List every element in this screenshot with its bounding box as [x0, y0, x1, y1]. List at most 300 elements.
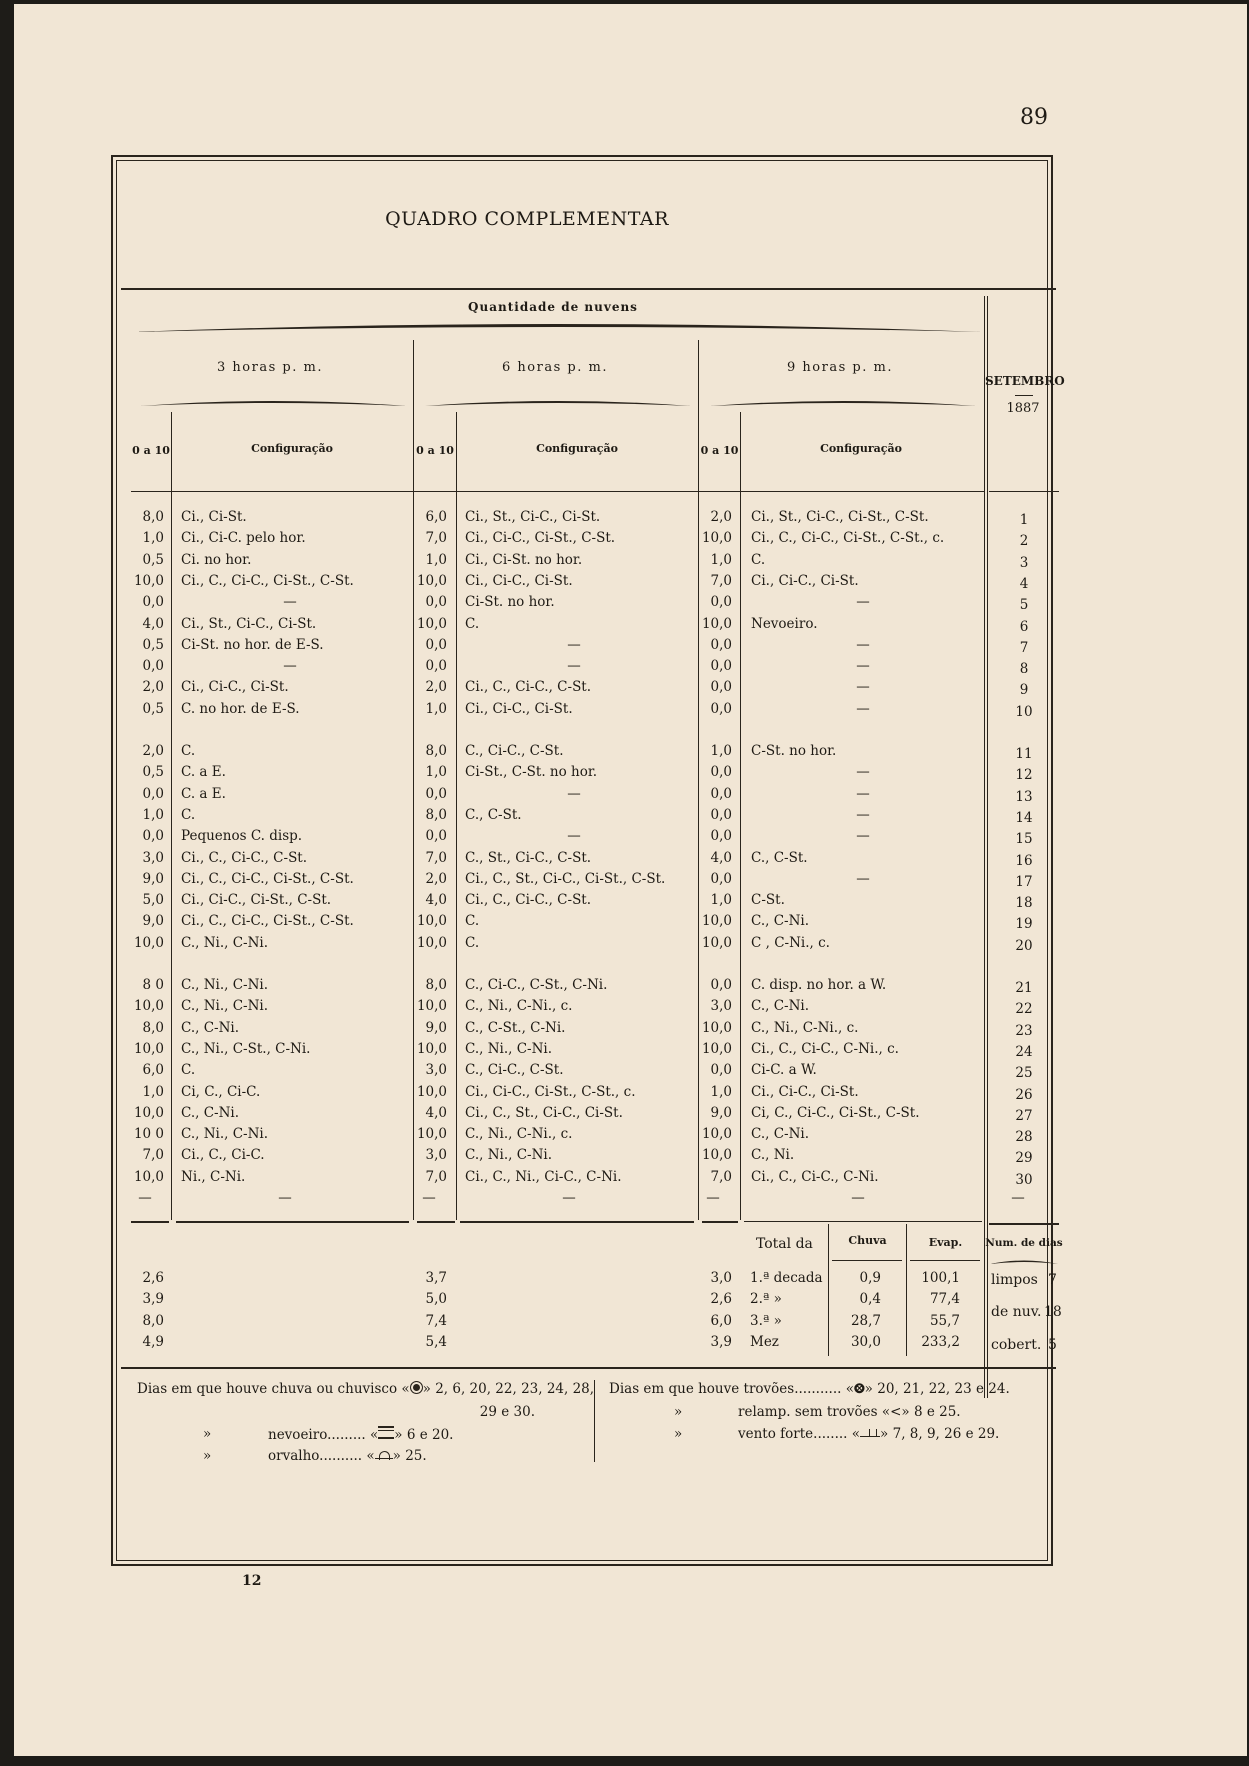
day-number: 13 [1015, 788, 1033, 805]
days-count-header: Num. de dias [985, 1237, 1063, 1249]
average-9pm: 3,9 [710, 1333, 732, 1350]
table-row [0, 764, 1249, 784]
cloud-config-3pm: Ci., Ci-C. pelo hor. [181, 530, 306, 547]
cloud-config-9pm: — [856, 870, 870, 887]
cloud-amount-9pm: 0,0 [710, 594, 732, 611]
table-row [0, 1084, 1249, 1104]
average-6pm: 3,7 [425, 1270, 447, 1286]
table-row [0, 828, 1249, 848]
day-number: 27 [1015, 1107, 1033, 1124]
cloud-config-9pm: — [856, 679, 870, 696]
period-swoosh-6pm [425, 398, 691, 408]
table-row [0, 1147, 1249, 1167]
cloud-config-3pm: Ci., C., Ci-C. [181, 1147, 265, 1164]
cloud-config-9pm: Ci., C., Ci-C., Ci-St., C-St., c. [751, 530, 945, 547]
page-number: 89 [1020, 105, 1048, 130]
cloud-config-9pm: C , C-Ni., c. [751, 934, 830, 951]
cloud-amount-6pm: 6,0 [425, 509, 447, 525]
footnote-orvalho: orvalho.......... « » 25. [268, 1448, 427, 1464]
days-cobert-value: 5 [1048, 1337, 1057, 1353]
cloud-config-6pm: C., Ci-C., C-St. [465, 1062, 564, 1079]
cloud-amount-9pm: 0,0 [710, 658, 732, 675]
footnote-trovoes: Dias em que houve trovões........... «⨷» 20, 21, 22, 23 e 24. [609, 1381, 1010, 1397]
cloud-config-6pm: — [567, 636, 581, 653]
cloud-amount-6pm: 1,0 [425, 764, 447, 781]
period-3pm: 3 horas p. m. [217, 360, 323, 375]
cloud-amount-9pm: 0,0 [710, 679, 732, 696]
cloud-amount-6pm: 9,0 [425, 1019, 447, 1036]
cloud-config-6pm: Ci., Ci-C., Ci-St., C-St., c. [465, 1083, 636, 1100]
totals-chuva-header: Chuva [848, 1234, 887, 1247]
cloud-amount-9pm: 7,0 [710, 1168, 732, 1185]
day-number: 5 [1019, 597, 1029, 614]
totals-chuva: 0,9 [859, 1270, 881, 1286]
rows-end-rule-a [131, 1221, 169, 1223]
table-row [0, 1041, 1249, 1061]
cloud-amount-3pm: 0,0 [142, 828, 164, 845]
cloud-amount-3pm: 1,0 [142, 530, 164, 547]
days-limpos-label: limpos [991, 1272, 1038, 1288]
table-row [0, 977, 1249, 997]
cloud-config-6pm: C., Ni., C-Ni. [465, 1040, 553, 1057]
cloud-amount-9pm: 0,0 [710, 700, 732, 717]
day-number: 24 [1015, 1043, 1033, 1060]
cloud-config-3pm: C., Ni., C-Ni. [181, 977, 269, 993]
cloud-amount-9pm: 0,0 [710, 870, 732, 887]
table-row [0, 679, 1249, 699]
cloud-config-6pm: C., C-St. [465, 806, 522, 823]
cloud-config-3pm: C., C-Ni. [181, 1104, 240, 1121]
cloud-config-9pm: Ci., Ci-C., Ci-St. [751, 1083, 859, 1100]
day-number: 10 [1015, 703, 1033, 720]
totals-row [0, 1270, 1249, 1290]
footnote-relamp: relamp. sem trovões «<» 8 e 25. [738, 1404, 961, 1420]
average-6pm: 7,4 [425, 1312, 447, 1329]
cloud-amount-9pm: 9,0 [710, 1104, 732, 1121]
totals-chuva-rule [832, 1260, 902, 1261]
cloud-amount-3pm: 1,0 [142, 806, 164, 823]
col-amount-9pm: 0 a 10 [700, 444, 739, 457]
cloud-config-3pm: Ci., C., Ci-C., Ci-St., C-St. [181, 572, 354, 589]
cloud-amount-3pm: 3,0 [142, 849, 164, 866]
month-year-rule [1015, 395, 1033, 396]
cloud-config-9pm: Ci., C., Ci-C., C-Ni. [751, 1168, 879, 1185]
cloud-config-9pm: C., C-Ni. [751, 1126, 810, 1143]
cloud-config-3pm: Ci., Ci-St. [181, 509, 247, 525]
cloud-config-3pm: C., C-Ni. [181, 1019, 240, 1036]
cloud-config-3pm: C. [181, 1062, 196, 1079]
day-number: 11 [1015, 746, 1033, 762]
cloud-config-9pm: Ci, C., Ci-C., Ci-St., C-St. [751, 1104, 920, 1121]
totals-evap: 100,1 [921, 1270, 960, 1286]
cloud-amount-3pm: 10,0 [133, 998, 164, 1015]
cloud-config-3pm: Ci., C., Ci-C., Ci-St., C-St. [181, 870, 354, 887]
cloud-amount-9pm: 3,0 [710, 998, 732, 1015]
cloud-amount-6pm: 4,0 [425, 1104, 447, 1121]
cloud-config-6pm: C., St., Ci-C., C-St. [465, 849, 592, 866]
footnote-chuva-days: 2, 6, 20, 22, 23, 24, 28, [435, 1381, 595, 1397]
totals-row [0, 1334, 1249, 1354]
day-number: 26 [1015, 1086, 1033, 1103]
cloud-config-9pm: — [856, 700, 870, 717]
cloud-amount-3pm: 0,0 [142, 658, 164, 675]
cloud-config-3pm: — [283, 658, 297, 675]
ditto-mark-orvalho: » [203, 1448, 212, 1464]
cloud-config-3pm: Ni., C-Ni. [181, 1168, 246, 1185]
cloud-config-9pm: — [856, 785, 870, 802]
cloud-amount-3pm: 9,0 [142, 913, 164, 930]
cloud-amount-3pm: 0,0 [142, 594, 164, 611]
rows-end-rule-c [417, 1221, 455, 1223]
cloud-amount-9pm: 10,0 [701, 1040, 732, 1057]
day-number: 7 [1019, 639, 1029, 656]
days-cobert-label: cobert. [991, 1337, 1042, 1353]
table-row [0, 1020, 1249, 1040]
cloud-config-3pm: Ci., C., Ci-C., Ci-St., C-St. [181, 913, 354, 930]
cloud-config-9pm: Ci., St., Ci-C., Ci-St., C-St. [751, 509, 929, 525]
cloud-amount-6pm: 0,0 [425, 828, 447, 845]
cloud-config-3pm: C. a E. [181, 785, 226, 802]
cloud-amount-3pm: 0,0 [142, 785, 164, 802]
table-row [0, 637, 1249, 657]
cloud-config-6pm: C. [465, 934, 480, 951]
rows-end-rule-g [989, 1223, 1059, 1225]
table-row [0, 594, 1249, 614]
cloud-amount-3pm: 5,0 [142, 892, 164, 909]
average-3pm: 2,6 [142, 1270, 164, 1286]
table-row [0, 573, 1249, 593]
cloud-config-3pm: Ci., C., Ci-C., C-St. [181, 849, 308, 866]
table-row [0, 871, 1249, 891]
day-number: 20 [1015, 937, 1033, 954]
cloud-config-9pm: — [856, 828, 870, 845]
day-number: 17 [1015, 873, 1033, 890]
wind-symbol-icon [860, 1428, 880, 1437]
day-number: 25 [1015, 1065, 1033, 1082]
cloud-config-3pm: Ci, C., Ci-C. [181, 1083, 261, 1100]
dew-symbol-icon [375, 1451, 393, 1459]
cloud-amount-9pm: 10,0 [701, 530, 732, 547]
cloud-config-3pm: Ci., St., Ci-C., Ci-St. [181, 615, 317, 632]
day-number: 4 [1019, 575, 1029, 592]
cloud-config-9pm: — [856, 636, 870, 653]
cloud-config-6pm: — [567, 785, 581, 802]
cloud-amount-6pm: 10,0 [416, 572, 447, 589]
cloud-amount-3pm: 10,0 [133, 1040, 164, 1057]
header-bottom-rule-right [989, 491, 1059, 492]
days-nuv-label: de nuv. [991, 1304, 1042, 1320]
average-6pm: 5,0 [425, 1291, 447, 1308]
table-row [0, 616, 1249, 636]
cloud-amount-3pm: 10,0 [133, 1168, 164, 1185]
day-number: 23 [1015, 1022, 1033, 1039]
cloud-config-6pm: Ci., C., Ci-C., C-St. [465, 892, 592, 909]
cloud-config-3pm: C., Ni., C-Ni. [181, 934, 269, 951]
cloud-amount-3pm: 0,5 [142, 764, 164, 781]
cloud-amount-6pm: 10,0 [416, 1126, 447, 1143]
cloud-amount-6pm: 0,0 [425, 594, 447, 611]
totals-evap: 77,4 [929, 1291, 960, 1308]
table-row [0, 786, 1249, 806]
cloud-config-6pm: Ci., C., Ni., Ci-C., C-Ni. [465, 1168, 622, 1185]
month-name: SETEMBRO [985, 374, 1065, 388]
cloud-config-3pm: Ci-St. no hor. de E-S. [181, 636, 324, 653]
cloud-amount-9pm: 1,0 [710, 892, 732, 909]
cloud-amount-6pm: 2,0 [425, 679, 447, 696]
cloud-amount-6pm: 0,0 [425, 658, 447, 675]
cloud-config-6pm: C., Ni., C-Ni. [465, 1147, 553, 1164]
cloud-amount-6pm: 7,0 [425, 849, 447, 866]
cloud-amount-6pm: 1,0 [425, 700, 447, 717]
cloud-amount-3pm: 8,0 [142, 1019, 164, 1036]
cloud-config-6pm: Ci., C., Ci-C., C-St. [465, 679, 592, 696]
totals-evap-header: Evap. [928, 1236, 963, 1249]
totals-label: Mez [750, 1333, 779, 1350]
lightning-symbol-icon: < [890, 1404, 902, 1420]
rows-end-rule-e [702, 1221, 738, 1223]
period-swoosh-3pm [140, 398, 406, 408]
table-row [0, 743, 1249, 763]
rows-end-rule-d [460, 1221, 694, 1223]
table-title: QUADRO COMPLEMENTAR [385, 208, 669, 230]
dash-config-6pm: — [562, 1190, 576, 1206]
cloud-config-3pm: C. [181, 806, 196, 823]
cloud-config-6pm: Ci-St., C-St. no hor. [465, 764, 598, 781]
day-number: 28 [1015, 1129, 1033, 1146]
cloud-amount-9pm: 0,0 [710, 806, 732, 823]
average-6pm: 5,4 [425, 1333, 447, 1350]
month-year: 1887 [1006, 401, 1040, 416]
cloud-config-9pm: C-St. no hor. [751, 743, 837, 759]
ditto-mark-vento: » [674, 1426, 683, 1442]
cloud-config-6pm: Ci., C., St., Ci-C., Ci-St., C-St. [465, 870, 666, 887]
table-row [0, 913, 1249, 933]
cloud-config-6pm: C. [465, 615, 480, 632]
cloud-config-3pm: C., Ni., C-St., C-Ni. [181, 1040, 311, 1057]
day-number: 15 [1015, 831, 1033, 848]
table-row [0, 658, 1249, 678]
cloud-amount-3pm: 0,5 [142, 700, 164, 717]
cloud-amount-6pm: 3,0 [425, 1147, 447, 1164]
cloud-config-6pm: C., Ci-C., C-St., C-Ni. [465, 977, 608, 993]
cloud-config-6pm: Ci., Ci-St. no hor. [465, 551, 583, 568]
cloud-amount-9pm: 10,0 [701, 1019, 732, 1036]
cloud-amount-6pm: 0,0 [425, 785, 447, 802]
cloud-config-6pm: C., Ni., C-Ni., c. [465, 1126, 573, 1143]
cloud-amount-9pm: 2,0 [710, 509, 732, 525]
dash-amount-6pm: — [422, 1190, 436, 1206]
day-number: 9 [1019, 682, 1029, 699]
cloud-amount-6pm: 8,0 [425, 806, 447, 823]
dash-config-9pm: — [851, 1190, 865, 1206]
totals-label: 1.ª decada [750, 1270, 823, 1286]
cloud-amount-9pm: 10,0 [701, 1126, 732, 1143]
cloud-config-6pm: — [567, 828, 581, 845]
average-9pm: 6,0 [710, 1312, 732, 1329]
period-9pm: 9 horas p. m. [787, 360, 893, 375]
ditto-mark-relamp: » [674, 1404, 683, 1420]
table-row [0, 998, 1249, 1018]
table-row [0, 1062, 1249, 1082]
dash-config-3pm: — [278, 1190, 292, 1206]
rain-symbol-icon [410, 1381, 423, 1394]
average-3pm: 4,9 [142, 1333, 164, 1350]
cloud-config-9pm: Ci-C. a W. [751, 1062, 817, 1079]
cloud-config-9pm: C. disp. no hor. a W. [751, 977, 887, 993]
dash-amount-9pm: — [706, 1190, 720, 1206]
cloud-amount-9pm: 10,0 [701, 913, 732, 930]
day-number: 21 [1015, 980, 1033, 996]
cloud-amount-6pm: 4,0 [425, 892, 447, 909]
table-row-dashes [0, 1190, 1249, 1210]
cloud-config-9pm: Ci., Ci-C., Ci-St. [751, 572, 859, 589]
cloud-amount-6pm: 2,0 [425, 870, 447, 887]
cloud-config-3pm: Ci. no hor. [181, 551, 252, 568]
cloud-amount-3pm: 0,5 [142, 636, 164, 653]
cloud-amount-3pm: 9,0 [142, 870, 164, 887]
footnote-nevoeiro: nevoeiro......... « » 6 e 20. [268, 1427, 454, 1443]
dash-amount-3pm: — [138, 1190, 152, 1206]
table-row [0, 1126, 1249, 1146]
cloud-amount-6pm: 0,0 [425, 636, 447, 653]
cloud-amount-9pm: 10,0 [701, 615, 732, 632]
cloud-amount-6pm: 10,0 [416, 913, 447, 930]
day-number: 3 [1019, 554, 1029, 571]
cloud-config-9pm: — [856, 594, 870, 611]
cloud-config-6pm: — [567, 658, 581, 675]
day-number: 16 [1015, 852, 1033, 869]
table-row [0, 552, 1249, 572]
day-number: 2 [1019, 533, 1029, 550]
days-count-swoosh [990, 1258, 1058, 1266]
table-row [0, 892, 1249, 912]
table-row [0, 1105, 1249, 1125]
table-row [0, 1169, 1249, 1189]
cloud-config-3pm: C. no hor. de E-S. [181, 700, 300, 717]
cloud-config-6pm: Ci., Ci-C., Ci-St., C-St. [465, 530, 616, 547]
thunder-symbol-icon: ⨷ [853, 1381, 865, 1397]
cloud-amount-9pm: 10,0 [701, 1147, 732, 1164]
totals-chuva: 28,7 [850, 1312, 881, 1329]
average-9pm: 2,6 [710, 1291, 732, 1308]
day-number: 30 [1015, 1171, 1033, 1188]
cloud-amount-6pm: 10,0 [416, 934, 447, 951]
footnote-chuva-label: Dias em que houve chuva ou chuvisco [137, 1381, 398, 1397]
day-number: 19 [1015, 916, 1033, 933]
cloud-amount-3pm: 8 0 [142, 977, 164, 993]
table-row [0, 701, 1249, 721]
title-rule [121, 288, 1056, 290]
cloud-config-9pm: C., C-St. [751, 849, 808, 866]
cloud-config-9pm: C-St. [751, 892, 785, 909]
col-config-3pm: Configuração [251, 442, 333, 455]
cloud-config-3pm: C. a E. [181, 764, 226, 781]
rows-end-rule-f [744, 1221, 982, 1222]
cloud-amount-3pm: 2,0 [142, 743, 164, 759]
cloud-config-6pm: C., Ni., C-Ni., c. [465, 998, 573, 1015]
cloud-amount-6pm: 10,0 [416, 998, 447, 1015]
table-row [0, 807, 1249, 827]
cloud-amount-3pm: 10,0 [133, 934, 164, 951]
header-bottom-rule [131, 491, 984, 492]
footnote-chuva-days-cont: 29 e 30. [479, 1404, 535, 1420]
cloud-amount-3pm: 8,0 [142, 509, 164, 525]
cloud-amount-9pm: 0,0 [710, 828, 732, 845]
cloud-amount-6pm: 8,0 [425, 977, 447, 993]
cloud-amount-3pm: 4,0 [142, 615, 164, 632]
cloud-config-6pm: C., Ci-C., C-St. [465, 743, 564, 759]
totals-evap: 55,7 [929, 1312, 960, 1329]
totals-evap: 233,2 [921, 1333, 960, 1350]
totals-evap-rule [910, 1260, 980, 1261]
totals-label: 3.ª » [750, 1312, 782, 1329]
cloud-config-3pm: Ci., Ci-C., Ci-St. [181, 679, 289, 696]
cloud-amount-6pm: 1,0 [425, 551, 447, 568]
table-row [0, 509, 1249, 529]
cloud-config-9pm: C. [751, 551, 766, 568]
totals-chuva: 0,4 [859, 1291, 881, 1308]
day-number: 14 [1015, 809, 1033, 826]
cloud-amount-6pm: 10,0 [416, 1083, 447, 1100]
cloud-amount-6pm: 8,0 [425, 743, 447, 759]
group-header-swoosh [132, 320, 982, 334]
cloud-config-6pm: Ci., Ci-C., Ci-St. [465, 572, 573, 589]
table-row [0, 530, 1249, 550]
average-3pm: 8,0 [142, 1312, 164, 1329]
footnote-vento: vento forte........ « » 7, 8, 9, 26 e 29. [738, 1426, 1000, 1442]
col-amount-6pm: 0 a 10 [416, 444, 454, 457]
cloud-config-3pm: Pequenos C. disp. [181, 828, 303, 845]
day-number: 1 [1019, 512, 1029, 528]
cloud-amount-3pm: 10 0 [133, 1126, 164, 1143]
cloud-amount-9pm: 1,0 [710, 1083, 732, 1100]
cloud-amount-9pm: 10,0 [701, 934, 732, 951]
cloud-config-3pm: C., Ni., C-Ni. [181, 1126, 269, 1143]
cloud-amount-3pm: 7,0 [142, 1147, 164, 1164]
signature-mark: 12 [242, 1573, 262, 1589]
cloud-config-6pm: C. [465, 913, 480, 930]
cloud-amount-6pm: 7,0 [425, 1168, 447, 1185]
cloud-config-3pm: — [283, 594, 297, 611]
ditto-mark-nevoeiro: » [203, 1426, 212, 1442]
day-number: 29 [1015, 1150, 1033, 1167]
cloud-config-6pm: C., C-St., C-Ni. [465, 1019, 566, 1036]
cloud-amount-6pm: 10,0 [416, 1040, 447, 1057]
cloud-amount-9pm: 0,0 [710, 977, 732, 993]
days-nuv-value: 18 [1044, 1304, 1062, 1320]
day-number: 8 [1019, 661, 1029, 678]
day-number: 12 [1015, 767, 1033, 784]
cloud-config-3pm: C., Ni., C-Ni. [181, 998, 269, 1015]
cloud-config-3pm: Ci., Ci-C., Ci-St., C-St. [181, 892, 332, 909]
totals-label: 2.ª » [750, 1291, 782, 1308]
cloud-config-9pm: — [856, 658, 870, 675]
cloud-amount-3pm: 10,0 [133, 1104, 164, 1121]
cloud-amount-9pm: 0,0 [710, 785, 732, 802]
totals-chuva: 30,0 [850, 1333, 881, 1350]
dash-day: — [1011, 1190, 1025, 1206]
cloud-config-9pm: Ci., C., Ci-C., C-Ni., c. [751, 1040, 899, 1057]
cloud-amount-9pm: 0,0 [710, 636, 732, 653]
cloud-config-3pm: C. [181, 743, 196, 759]
rows-end-rule-b [176, 1221, 409, 1223]
footnote-top-rule [121, 1367, 1056, 1369]
col-config-6pm: Configuração [536, 442, 618, 455]
cloud-amount-3pm: 10,0 [133, 572, 164, 589]
table-row [0, 935, 1249, 955]
average-9pm: 3,0 [710, 1270, 732, 1286]
group-header: Quantidade de nuvens [468, 300, 638, 314]
